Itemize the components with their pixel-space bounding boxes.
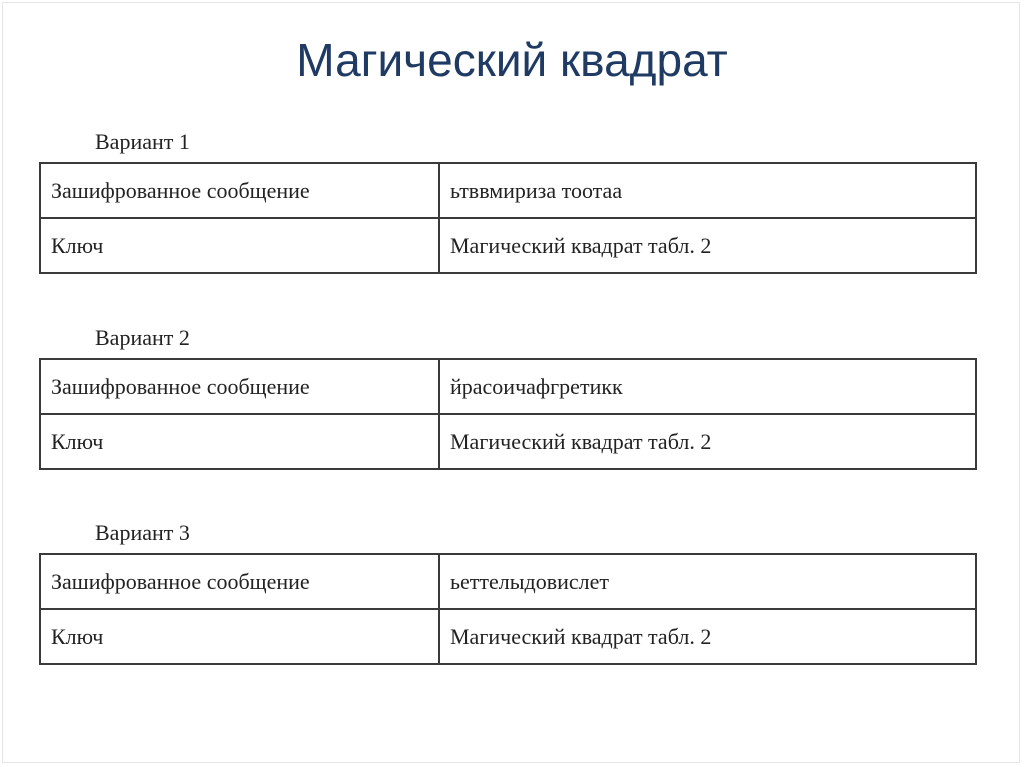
variant-2-table (39, 358, 977, 470)
table-row (40, 218, 976, 273)
key-label: Ключ (40, 414, 439, 469)
encrypted-message-value: ьтввмириза тоотаа (439, 163, 976, 218)
table-row (40, 359, 976, 414)
table-row (40, 414, 976, 469)
variant-3-block (39, 519, 977, 665)
page-title: Магический квадрат (296, 34, 728, 86)
key-label: Ключ (40, 218, 439, 273)
variant-1-table (39, 162, 977, 274)
table-row (40, 609, 976, 664)
variant-2-block (39, 324, 977, 470)
table-row (40, 554, 976, 609)
encrypted-message-value: йрасоичафгретикк (439, 359, 976, 414)
encrypted-message-label: Зашифрованное сообщение (40, 163, 439, 218)
variant-3-table (39, 553, 977, 665)
encrypted-message-value: ьеттелыдовислет (439, 554, 976, 609)
variant-3-label: Вариант 3 (95, 520, 190, 545)
variant-2-label: Вариант 2 (95, 325, 190, 350)
encrypted-message-label: Зашифрованное сообщение (40, 554, 439, 609)
key-value: Магический квадрат табл. 2 (439, 414, 976, 469)
encrypted-message-label: Зашифрованное сообщение (40, 359, 439, 414)
key-value: Магический квадрат табл. 2 (439, 609, 976, 664)
table-row (40, 163, 976, 218)
variant-1-block (39, 128, 977, 274)
key-value: Магический квадрат табл. 2 (439, 218, 976, 273)
variant-1-label: Вариант 1 (95, 129, 190, 154)
key-label: Ключ (40, 609, 439, 664)
